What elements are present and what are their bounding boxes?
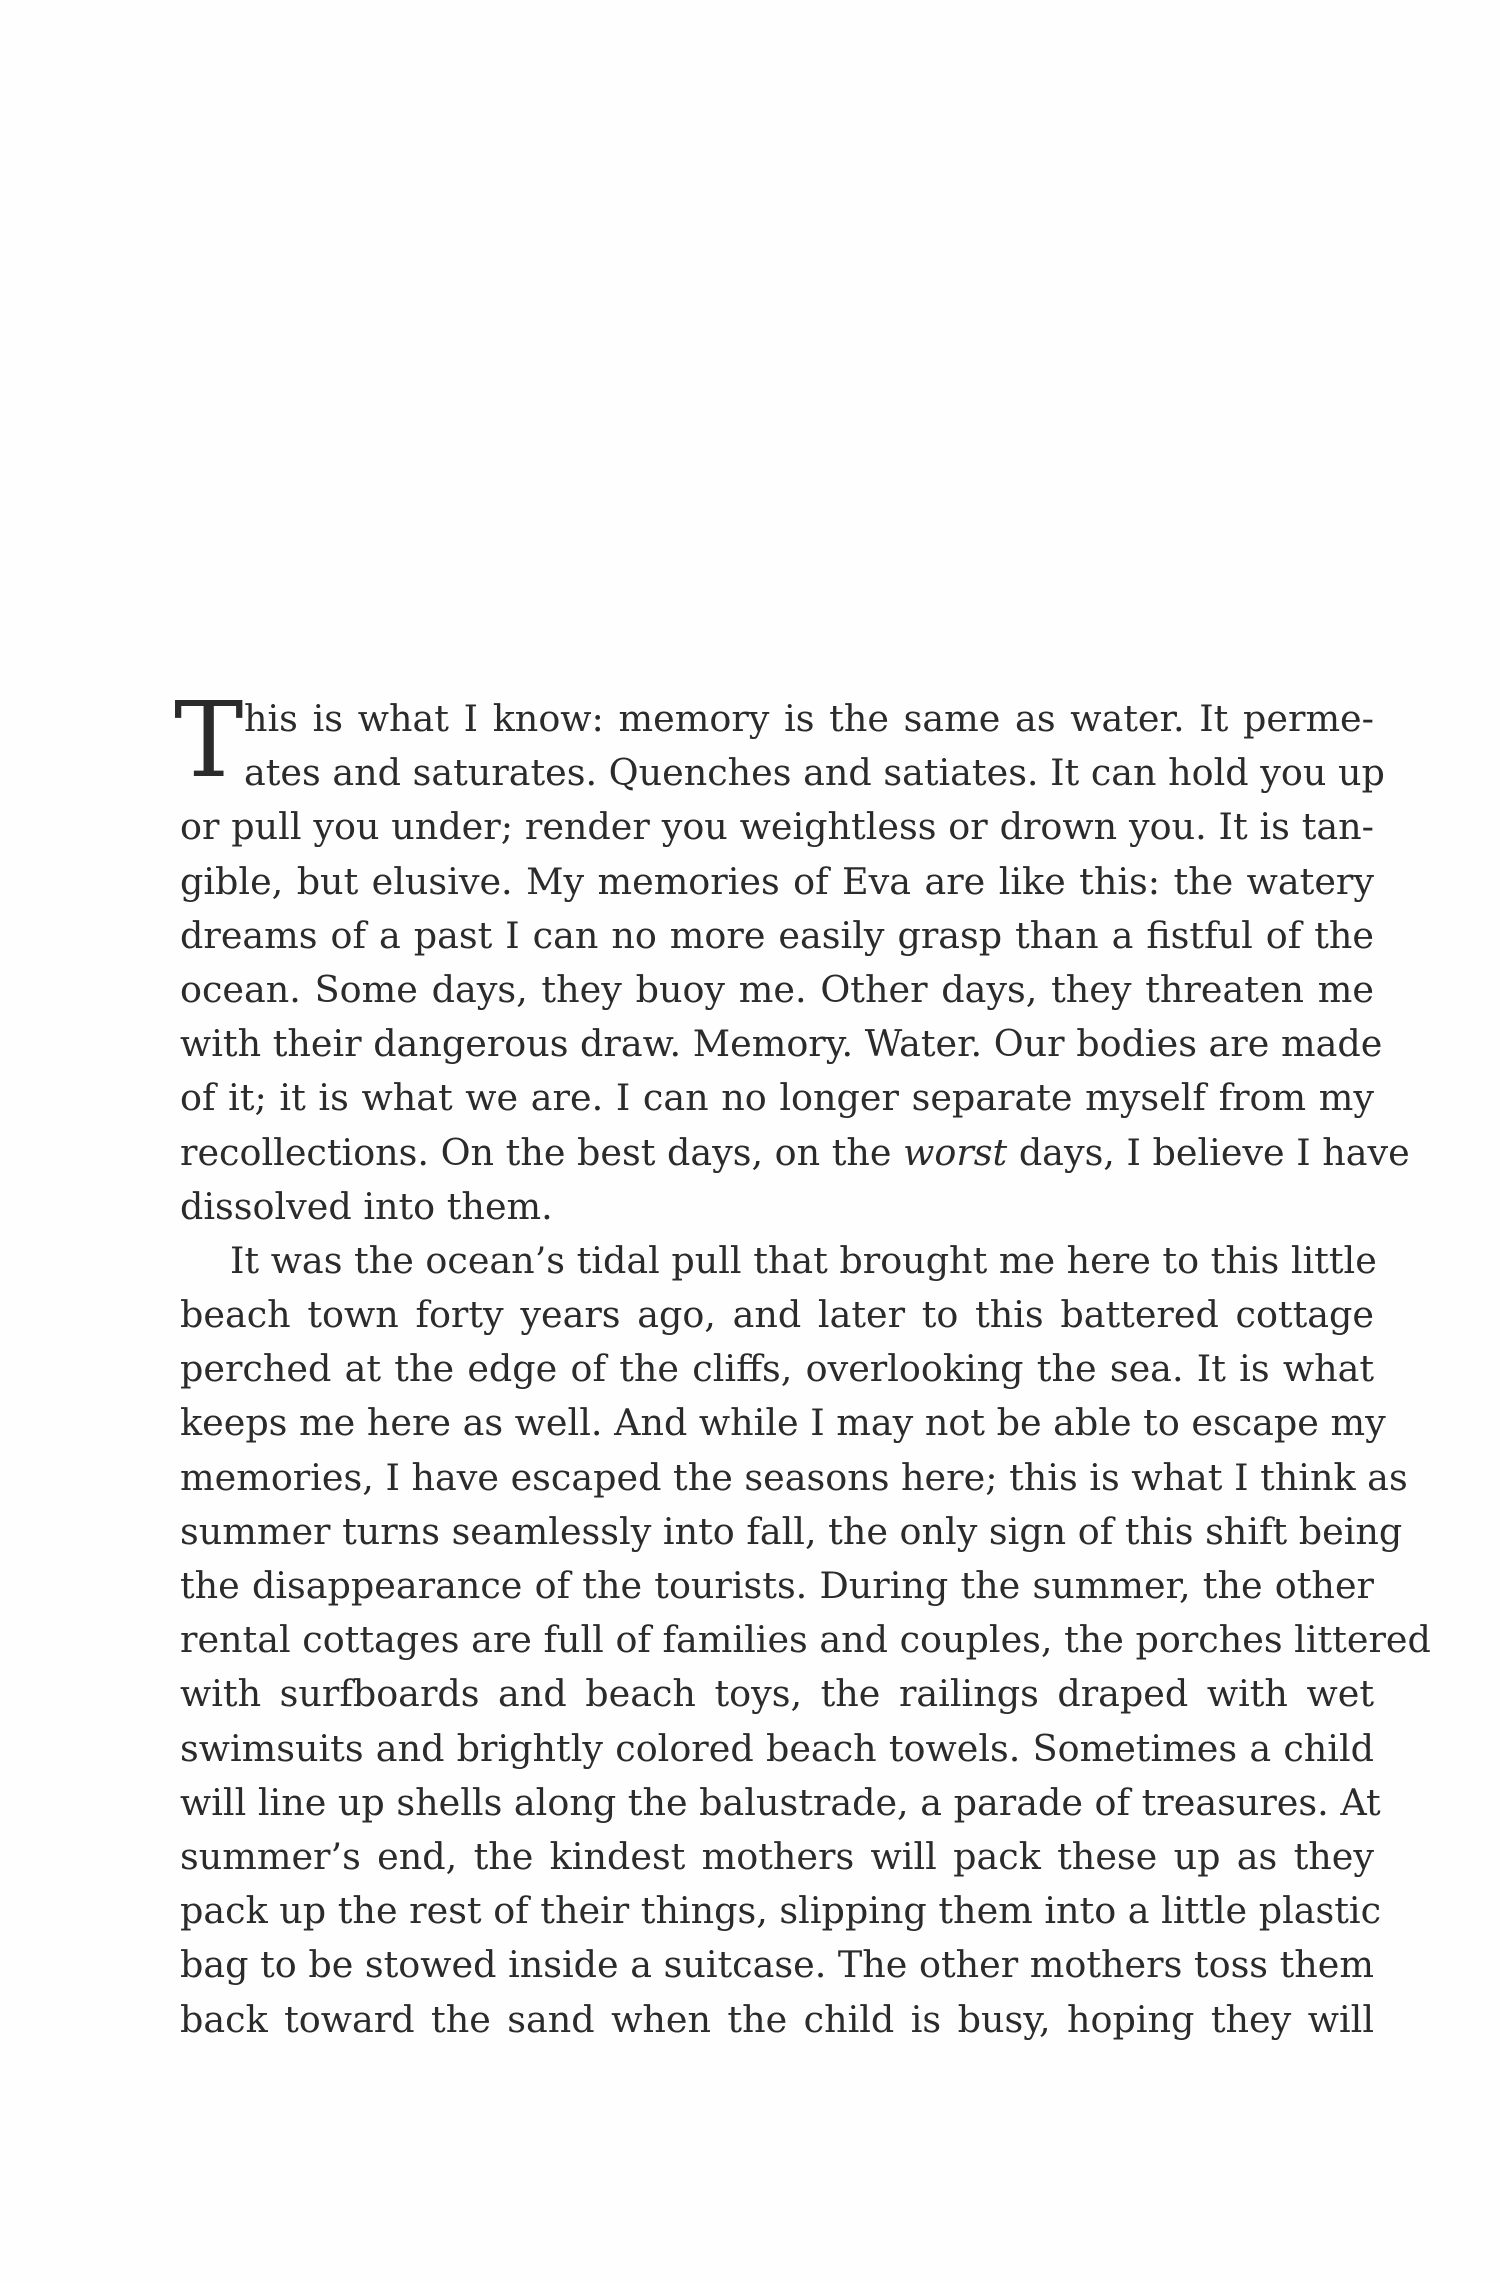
text-line: dreams of a past I can no more easily grasp than a fistful of the — [180, 913, 1374, 957]
text-line: or pull you under; render you weightless or drown you. It is tan- — [180, 805, 1374, 849]
text-line: swimsuits and brightly colored beach towels. Sometimes a child — [180, 1726, 1374, 1770]
drop-cap: T — [174, 679, 244, 801]
paragraph-1 — [180, 692, 1410, 1234]
text-line: his is what I know: memory is the same as water. It perme- — [244, 697, 1374, 740]
text-run: days, I believe I have — [1007, 1130, 1410, 1174]
text-line: pack up the rest of their things, slipping them into a little plastic — [180, 1889, 1382, 1933]
text-line: memories, I have escaped the seasons here; this is what I think as — [180, 1455, 1408, 1499]
body-text — [174, 679, 1431, 2047]
text-line: gible, but elusive. My memories of Eva are like this: the watery — [180, 859, 1374, 903]
text-line: with surfboards and beach toys, the railings draped with wet — [180, 1672, 1374, 1716]
paragraph-2 — [180, 1234, 1431, 2047]
text-line: rental cottages are full of families and couples, the porches littered — [180, 1618, 1431, 1662]
text-line: back toward the sand when the child is busy, hoping they will — [180, 1997, 1374, 2041]
text-line: dissolved into them. — [180, 1184, 553, 1228]
text-line: with their dangerous draw. Memory. Water. Our bodies are made — [180, 1022, 1383, 1066]
text-line — [180, 1126, 1410, 1180]
text-line: beach town forty years ago, and later to this battered cottage — [180, 1293, 1374, 1337]
text-line: will line up shells along the balustrade, a parade of treasures. At — [180, 1780, 1381, 1824]
text-line: It was the ocean’s tidal pull that brought me here to this little — [230, 1238, 1377, 1282]
text-line: ocean. Some days, they buoy me. Other days, they threaten me — [180, 967, 1374, 1011]
text-line: summer’s end, the kindest mothers will pack these up as they — [180, 1834, 1374, 1878]
text-line: keeps me here as well. And while I may not be able to escape my — [180, 1401, 1386, 1445]
text-line: the disappearance of the tourists. During the summer, the other — [180, 1564, 1374, 1607]
text-line: bag to be stowed inside a suitcase. The other mothers toss them — [180, 1943, 1375, 1987]
text-run: recollections. On the best days, on the — [180, 1130, 904, 1174]
italic-word: worst — [903, 1130, 1008, 1174]
text-line: perched at the edge of the cliffs, overlooking the sea. It is what — [180, 1347, 1374, 1391]
text-line: ates and saturates. Quenches and satiates. It can hold you up — [244, 751, 1385, 795]
text-line: summer turns seamlessly into fall, the only sign of this shift being — [180, 1509, 1403, 1553]
text-line: of it; it is what we are. I can no longer separate myself from my — [180, 1076, 1374, 1120]
